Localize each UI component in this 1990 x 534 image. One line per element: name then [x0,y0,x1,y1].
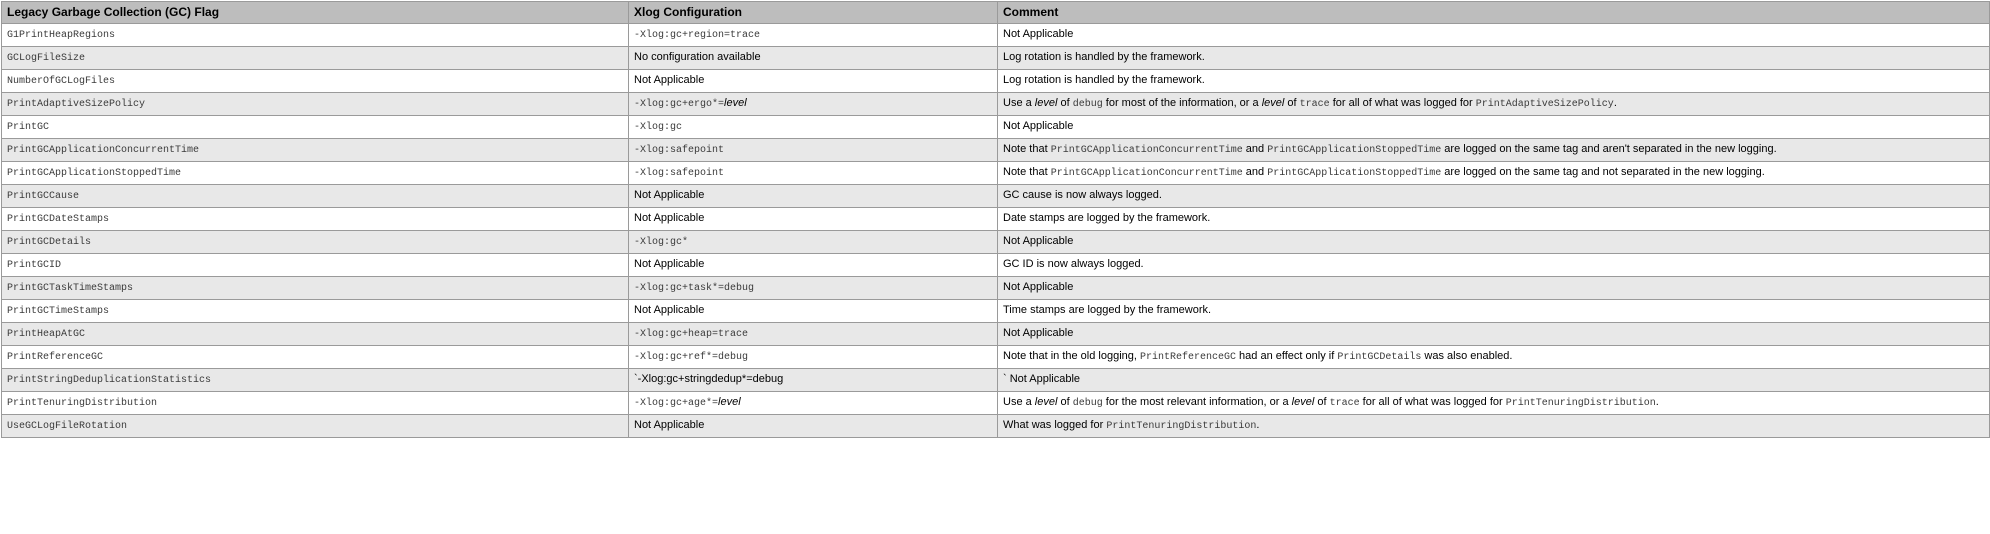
code-text: -Xlog:gc+region=trace [634,30,761,41]
code-text: PrintTenuringDistribution [1505,398,1656,409]
plain-text: of [1057,396,1073,408]
cell-comment [998,47,1990,70]
cell-xlog [629,231,998,254]
plain-text: of [1284,97,1300,109]
code-text: -Xlog:gc+ergo*= [634,99,725,110]
code-text: PrintTenuringDistribution [1106,421,1257,432]
plain-text: of [1314,396,1330,408]
header-comment: Comment [998,2,1990,24]
plain-text: Not Applicable [1003,120,1074,132]
plain-text: Not Applicable [634,212,705,224]
table-row [2,208,1990,231]
plain-text: Time stamps are logged by the framework. [1003,304,1212,316]
cell-flag [2,70,629,93]
plain-text: . [1655,396,1659,408]
cell-xlog [629,323,998,346]
plain-text: had an effect only if [1236,350,1338,362]
flag-name: NumberOfGCLogFiles [7,76,116,87]
table-row [2,369,1990,392]
code-text: PrintGCApplicationStoppedTime [1267,145,1442,156]
cell-flag [2,116,629,139]
cell-xlog [629,47,998,70]
code-text: -Xlog:safepoint [634,145,725,156]
code-text: -Xlog:gc+heap=trace [634,329,749,340]
flag-name: PrintGCCause [7,191,80,202]
plain-text: Not Applicable [634,258,705,270]
emphasis-text: level [1291,396,1315,408]
plain-text: Not Applicable [634,74,705,86]
cell-flag [2,277,629,300]
cell-comment [998,254,1990,277]
plain-text: for all of what was logged for [1359,396,1506,408]
table-row [2,254,1990,277]
code-text: PrintGCApplicationConcurrentTime [1050,168,1243,179]
plain-text: `-Xlog:gc+stringdedup*=debug [634,373,784,385]
cell-xlog [629,208,998,231]
flag-name: G1PrintHeapRegions [7,30,116,41]
plain-text: are logged on the same tag and not separated in the new logging. [1441,166,1765,178]
plain-text: Not Applicable [1003,327,1074,339]
flag-name: GCLogFileSize [7,53,86,64]
cell-flag [2,369,629,392]
cell-comment [998,116,1990,139]
flag-name: PrintReferenceGC [7,352,104,363]
plain-text: for most of the information, or a [1102,97,1262,109]
table-row [2,24,1990,47]
cell-comment [998,208,1990,231]
table-row [2,346,1990,369]
emphasis-text: level [1034,97,1058,109]
code-text: -Xlog:gc+task*=debug [634,283,755,294]
cell-xlog [629,24,998,47]
table-row [2,185,1990,208]
header-flag: Legacy Garbage Collection (GC) Flag [2,2,629,24]
table-row [2,231,1990,254]
plain-text: Not Applicable [634,304,705,316]
cell-xlog [629,162,998,185]
flag-name: PrintAdaptiveSizePolicy [7,99,146,110]
cell-comment [998,300,1990,323]
plain-text: Log rotation is handled by the framework. [1003,74,1205,86]
table-row [2,139,1990,162]
cell-xlog [629,300,998,323]
cell-flag [2,185,629,208]
table-row [2,323,1990,346]
cell-comment [998,24,1990,47]
cell-comment [998,139,1990,162]
code-text: PrintGCApplicationConcurrentTime [1050,145,1243,156]
table-body [2,24,1990,438]
plain-text: Not Applicable [634,419,705,431]
cell-xlog [629,346,998,369]
plain-text: Use a [1003,97,1035,109]
cell-comment [998,93,1990,116]
plain-text: are logged on the same tag and aren't separated in the new logging. [1441,143,1777,155]
code-text: PrintAdaptiveSizePolicy [1475,99,1614,110]
cell-comment [998,323,1990,346]
header-row [2,2,1990,24]
cell-xlog [629,185,998,208]
plain-text: Note that in the old logging, [1003,350,1140,362]
code-text: -Xlog:gc+age*= [634,398,719,409]
cell-flag [2,254,629,277]
cell-xlog [629,116,998,139]
plain-text: Date stamps are logged by the framework. [1003,212,1211,224]
cell-flag [2,415,629,438]
table-row [2,93,1990,116]
cell-xlog [629,70,998,93]
flag-name: PrintGCApplicationStoppedTime [7,168,182,179]
code-text: -Xlog:gc+ref*=debug [634,352,749,363]
emphasis-text: level [718,396,741,408]
table-row [2,162,1990,185]
cell-flag [2,231,629,254]
cell-flag [2,323,629,346]
code-text: trace [1299,99,1330,110]
cell-xlog [629,369,998,392]
cell-flag [2,162,629,185]
flag-name: PrintGCTimeStamps [7,306,110,317]
table-row [2,116,1990,139]
code-text: trace [1329,398,1360,409]
code-text: debug [1072,99,1103,110]
plain-text: Not Applicable [1003,28,1074,40]
plain-text: No configuration available [634,51,761,63]
cell-flag [2,208,629,231]
cell-comment [998,231,1990,254]
plain-text: of [1057,97,1073,109]
cell-xlog [629,415,998,438]
plain-text: Use a [1003,396,1035,408]
flag-name: PrintGCDateStamps [7,214,110,225]
table-row [2,415,1990,438]
code-text: -Xlog:gc [634,122,683,133]
cell-xlog [629,93,998,116]
cell-comment [998,185,1990,208]
plain-text: Not Applicable [1003,281,1074,293]
plain-text: was also enabled. [1421,350,1513,362]
flag-name: PrintStringDeduplicationStatistics [7,375,212,386]
plain-text: Not Applicable [634,189,705,201]
flag-name: PrintGC [7,122,50,133]
table-row [2,70,1990,93]
code-text: -Xlog:safepoint [634,168,725,179]
cell-comment [998,415,1990,438]
plain-text: and [1242,166,1268,178]
code-text: -Xlog:gc* [634,237,689,248]
cell-flag [2,93,629,116]
emphasis-text: level [1034,396,1058,408]
plain-text: Note that [1003,143,1051,155]
cell-xlog [629,139,998,162]
flag-name: PrintGCDetails [7,237,92,248]
plain-text: for the most relevant information, or a [1102,396,1292,408]
table-row [2,392,1990,415]
table-row [2,277,1990,300]
emphasis-text: level [724,97,747,109]
plain-text: Not Applicable [1003,235,1074,247]
plain-text: . [1613,97,1617,109]
code-text: PrintReferenceGC [1139,352,1236,363]
plain-text: . [1256,419,1260,431]
gc-flags-table [1,1,1990,438]
flag-name: PrintGCTaskTimeStamps [7,283,134,294]
cell-comment [998,277,1990,300]
cell-flag [2,47,629,70]
flag-name: PrintGCID [7,260,62,271]
cell-flag [2,346,629,369]
plain-text: Note that [1003,166,1051,178]
flag-name: UseGCLogFileRotation [7,421,128,432]
flag-name: PrintHeapAtGC [7,329,86,340]
header-xlog: Xlog Configuration [629,2,998,24]
cell-flag [2,300,629,323]
cell-comment [998,392,1990,415]
cell-comment [998,70,1990,93]
code-text: PrintGCApplicationStoppedTime [1267,168,1442,179]
flag-name: PrintGCApplicationConcurrentTime [7,145,200,156]
cell-xlog [629,392,998,415]
plain-text: GC cause is now always logged. [1003,189,1162,201]
code-text: PrintGCDetails [1337,352,1422,363]
cell-comment [998,162,1990,185]
plain-text: What was logged for [1003,419,1107,431]
cell-xlog [629,277,998,300]
plain-text: for all of what was logged for [1329,97,1476,109]
flag-name: PrintTenuringDistribution [7,398,158,409]
cell-xlog [629,254,998,277]
plain-text: GC ID is now always logged. [1003,258,1144,270]
cell-flag [2,139,629,162]
table-row [2,300,1990,323]
plain-text: ` Not Applicable [1003,373,1081,385]
emphasis-text: level [1261,97,1285,109]
cell-comment [998,369,1990,392]
cell-comment [998,346,1990,369]
table-row [2,47,1990,70]
cell-flag [2,392,629,415]
code-text: debug [1072,398,1103,409]
plain-text: and [1242,143,1268,155]
cell-flag [2,24,629,47]
plain-text: Log rotation is handled by the framework. [1003,51,1205,63]
